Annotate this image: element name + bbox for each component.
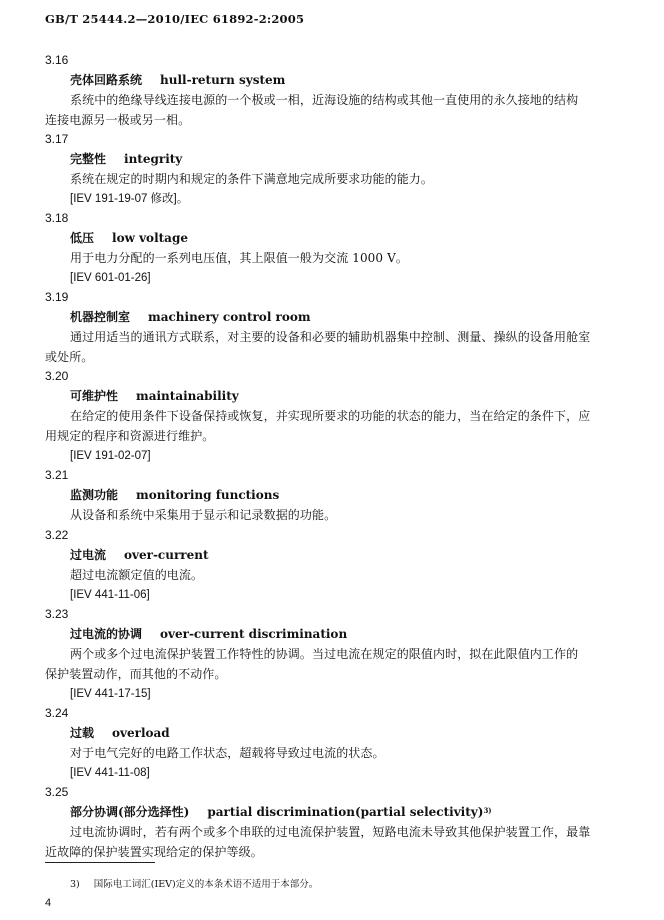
clause-number: 3.16 [45, 53, 69, 67]
term-definition [45, 644, 621, 684]
iev-reference: [IEV 441-11-06] [70, 589, 150, 601]
definition-line-1: 系统在规定的时期内和规定的条件下满意地完成所要求功能的能力。 [70, 172, 434, 186]
term-definition [45, 406, 621, 446]
definition-line-1: 两个或多个过电流保护装置工作特性的协调。当过电流在规定的限值内时，拟在此限值内工作的 [70, 647, 579, 661]
term-zh: 过电流 [70, 548, 107, 562]
term-zh: 可维护性 [70, 389, 119, 403]
iev-reference: [IEV 191-02-07] [70, 450, 151, 462]
iev-reference: [IEV 441-17-15] [70, 688, 151, 700]
term-definition [45, 565, 621, 585]
clause-3-18 [45, 208, 621, 288]
clause-3-21 [45, 465, 621, 525]
clause-3-19 [45, 287, 621, 367]
clause-3-20 [45, 366, 621, 466]
term-en: over-current discrimination [160, 627, 348, 641]
term-zh: 完整性 [70, 152, 107, 166]
definition-line-2: 用规定的程序和资源进行维护。 [45, 429, 215, 443]
term-definition [45, 169, 621, 189]
page-number: 4 [45, 897, 52, 909]
clause-number: 3.22 [45, 528, 69, 542]
iev-reference: [IEV 441-11-08] [70, 767, 150, 779]
term-en: hull-return system [160, 73, 286, 87]
clause-number: 3.25 [45, 785, 69, 799]
iev-reference: [IEV 601-01-26] [70, 272, 151, 284]
definition-line-2: 保护装置动作，而其他的不动作。 [45, 667, 227, 681]
term-en: over-current [124, 548, 209, 562]
clause-3-17 [45, 129, 621, 209]
term-heading [70, 70, 621, 90]
term-heading [70, 386, 621, 406]
clause-number: 3.18 [45, 211, 69, 225]
clause-number: 3.20 [45, 369, 69, 383]
term-definition [45, 248, 621, 268]
footnote-text: 国际电工词汇(IEV)定义的本条术语不适用于本部分。 [93, 879, 319, 890]
definition-line-2: 近故障的保护装置实现给定的保护等级。 [45, 845, 263, 859]
clause-number: 3.19 [45, 290, 69, 304]
term-heading [70, 485, 621, 505]
term-definition [45, 90, 621, 130]
footnote [70, 876, 318, 890]
term-zh: 机器控制室 [70, 310, 131, 324]
definition-line-2: 或处所。 [45, 350, 94, 364]
term-en: machinery control room [148, 310, 311, 324]
term-definition [45, 505, 621, 525]
footnote-divider [45, 862, 155, 863]
clause-number: 3.24 [45, 706, 69, 720]
definition-line-1: 系统中的绝缘导线连接电源的一个极或一相，近海设施的结构或其他一直使用的永久接地的结构 [70, 93, 579, 107]
clause-number: 3.23 [45, 607, 69, 621]
term-heading [70, 545, 621, 565]
term-heading [70, 149, 621, 169]
term-zh: 壳体回路系统 [70, 73, 143, 87]
term-zh: 过载 [70, 726, 95, 740]
clause-number: 3.17 [45, 132, 69, 146]
definition-line-1: 从设备和系统中采集用于显示和记录数据的功能。 [70, 508, 337, 522]
document-header: GB/T 25444.2—2010/IEC 61892-2:2005 [45, 12, 305, 26]
term-en: partial discrimination(partial selectivity) [207, 805, 484, 819]
definition-line-1: 过电流协调时，若有两个或多个串联的过电流保护装置，短路电流未导致其他保护装置工作，最靠 [70, 825, 591, 839]
definition-line-1: 超过电流额定值的电流。 [70, 568, 204, 582]
term-definition [45, 743, 621, 763]
clause-3-16 [45, 50, 621, 130]
term-definition [45, 327, 621, 367]
clause-number: 3.21 [45, 468, 69, 482]
term-en: maintainability [136, 389, 239, 403]
term-heading [70, 624, 621, 644]
term-zh: 过电流的协调 [70, 627, 143, 641]
term-en: monitoring functions [136, 488, 280, 502]
term-heading [70, 307, 621, 327]
term-zh: 部分协调(部分选择性) [70, 805, 190, 819]
clause-3-22 [45, 525, 621, 605]
iev-reference: [IEV 191-19-07 修改]。 [70, 193, 189, 205]
term-en: low voltage [112, 231, 188, 245]
definition-line-1: 对于电气完好的电路工作状态，超载将导致过电流的状态。 [70, 746, 385, 760]
term-en: overload [112, 726, 170, 740]
definition-line-1: 通过用适当的通讯方式联系，对主要的设备和必要的辅助机器集中控制、测量、操纵的设备用舱室 [70, 330, 591, 344]
definition-line-1: 在给定的使用条件下设备保持或恢复，并实现所要求的功能的状态的能力，当在给定的条件下，应 [70, 409, 591, 423]
clause-3-25 [45, 782, 621, 862]
term-zh: 监测功能 [70, 488, 119, 502]
term-heading [70, 723, 621, 743]
term-heading [70, 802, 621, 822]
clause-3-23 [45, 604, 621, 704]
definition-line-2: 连接电源另一极或另一相。 [45, 113, 191, 127]
term-en: integrity [124, 152, 183, 166]
term-zh: 低压 [70, 231, 95, 245]
footnote-reference[interactable]: 3) [483, 806, 492, 815]
clause-3-24 [45, 703, 621, 783]
definition-line-1: 用于电力分配的一系列电压值，其上限值一般为交流 1000 V。 [70, 251, 408, 265]
term-definition [45, 822, 621, 862]
term-heading [70, 228, 621, 248]
footnote-mark: 3) [70, 879, 80, 890]
